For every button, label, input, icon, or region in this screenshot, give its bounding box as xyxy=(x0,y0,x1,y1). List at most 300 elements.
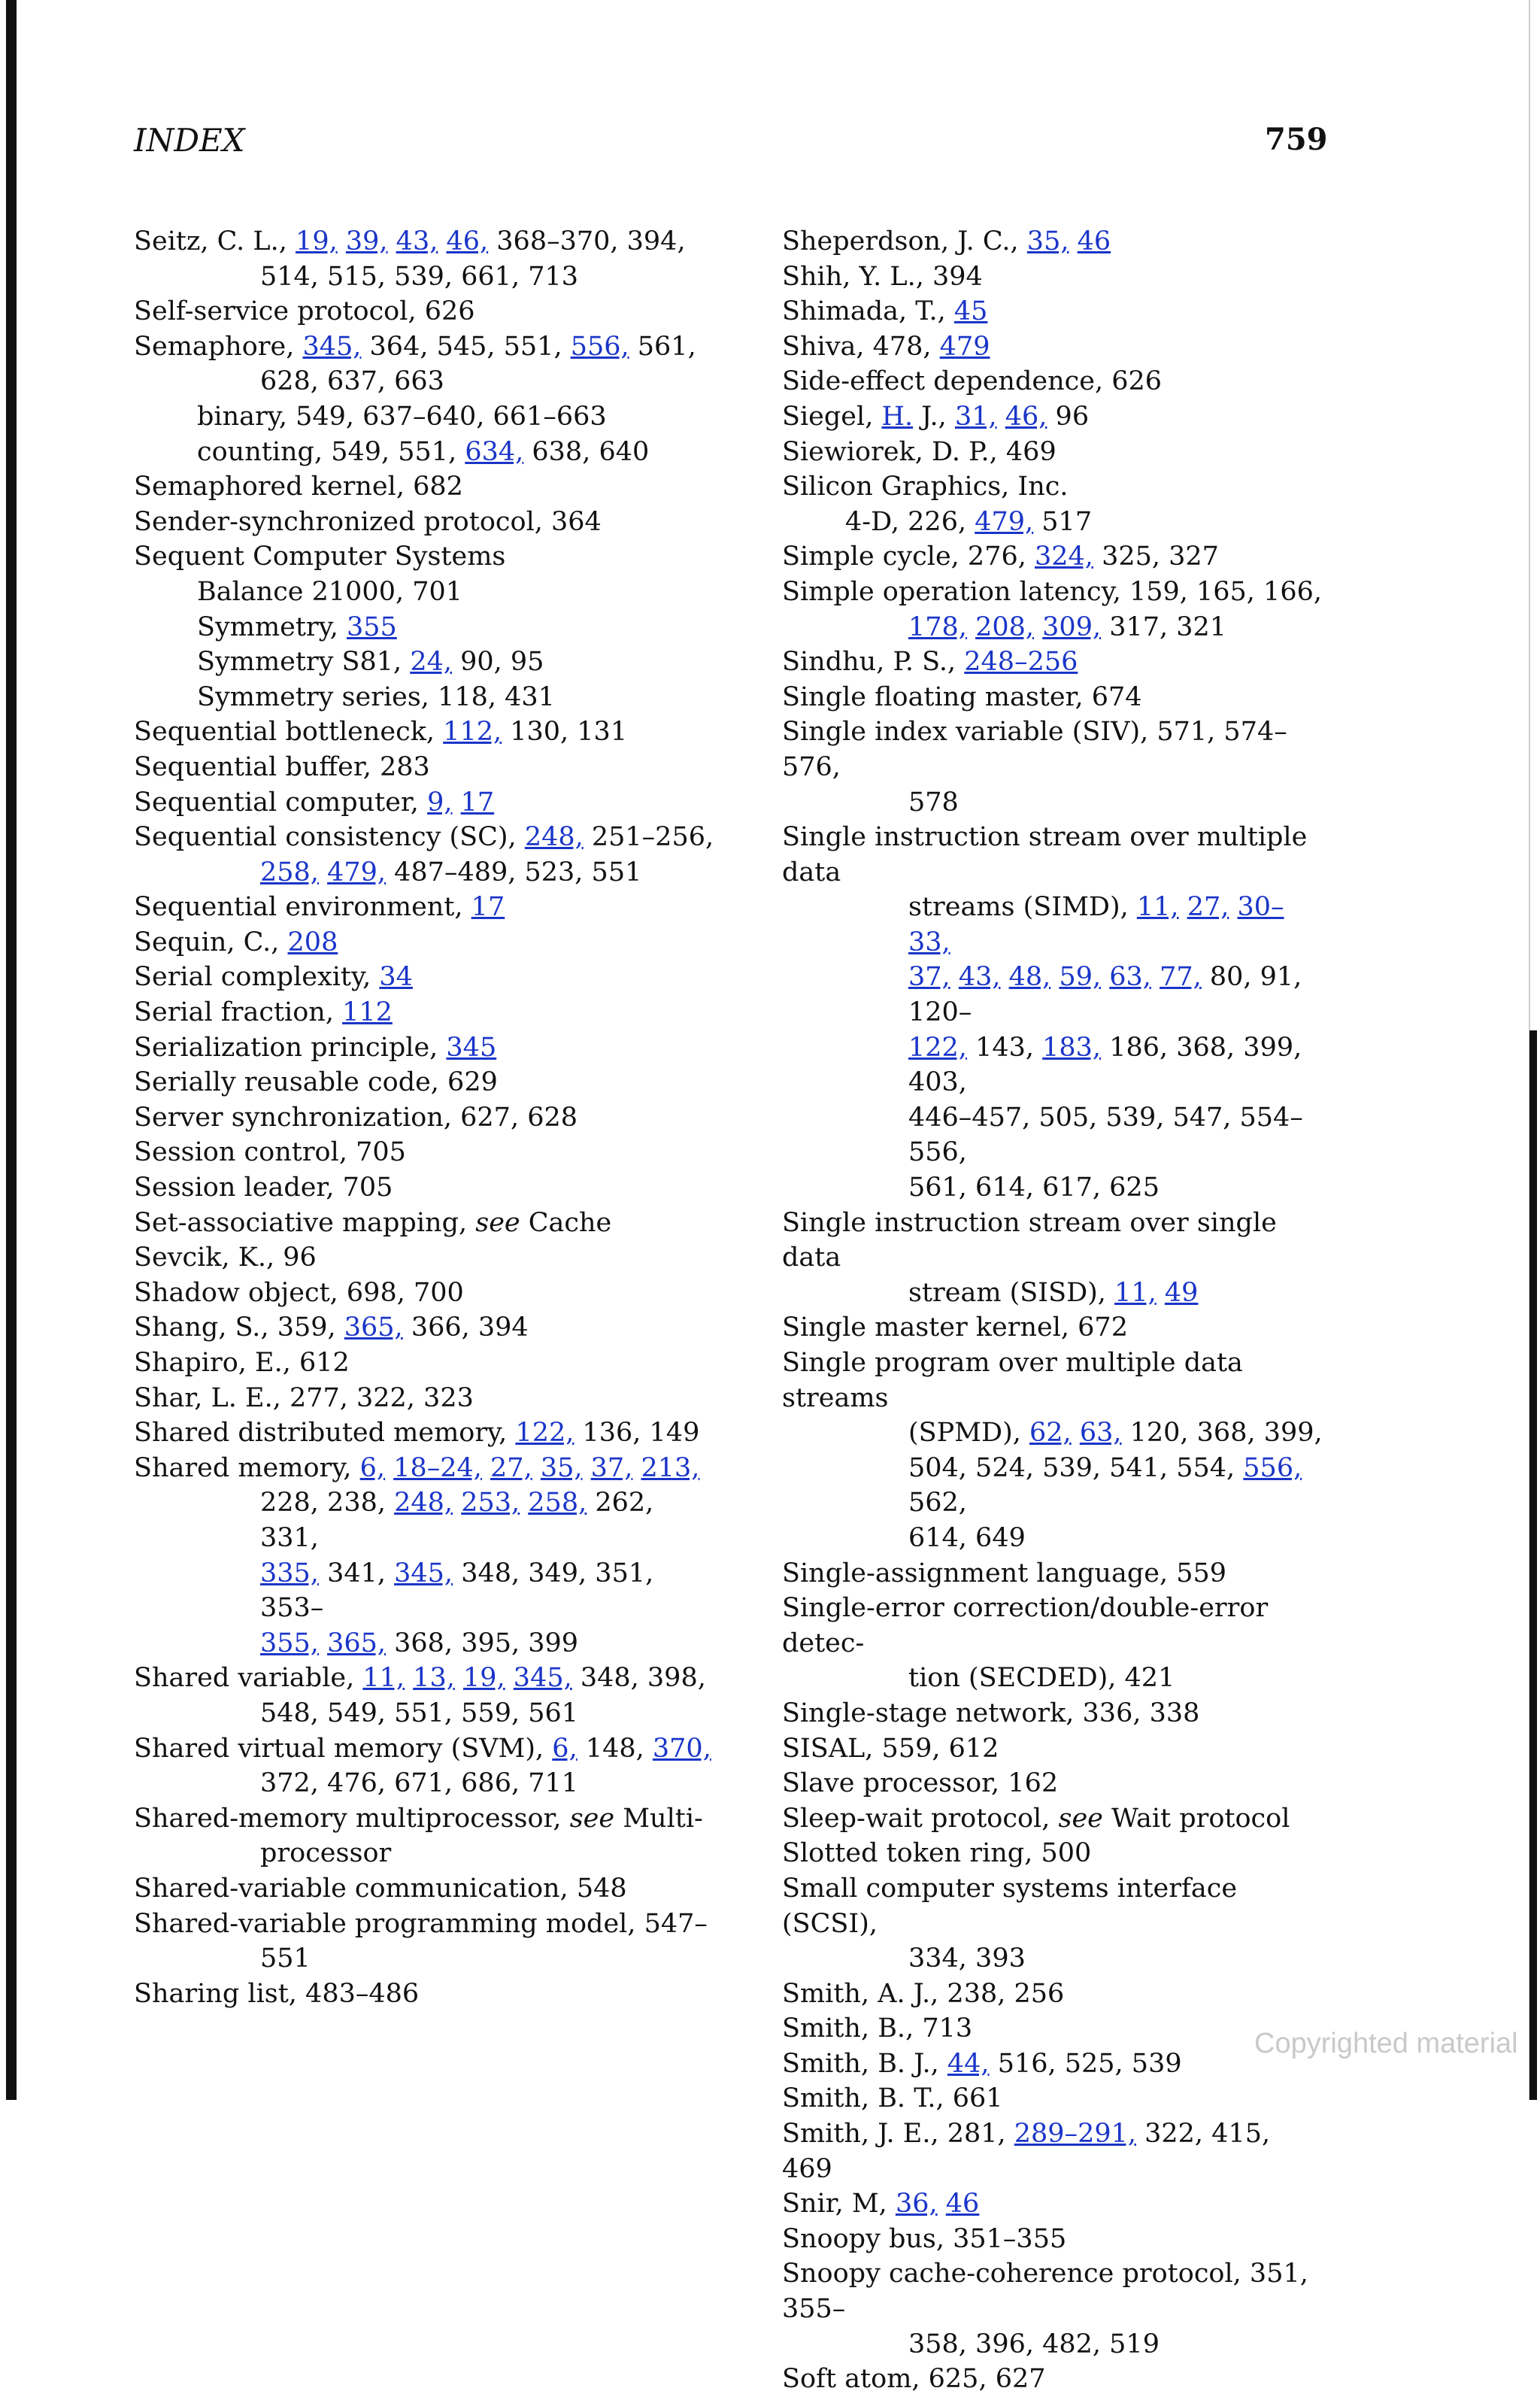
entry-text: stream (SISD), xyxy=(908,1277,1115,1308)
entry-continuation-line xyxy=(782,1451,1323,1521)
page-reference-link[interactable]: 13, xyxy=(413,1663,455,1694)
page-reference-link[interactable]: 183, xyxy=(1042,1032,1102,1063)
page-reference-link[interactable]: 258, xyxy=(260,857,319,887)
entry-continuation-line xyxy=(134,364,717,399)
entry-text xyxy=(388,226,396,256)
page-reference-link[interactable]: 11, xyxy=(1114,1277,1157,1308)
index-entry xyxy=(782,2222,1323,2257)
page-reference-link[interactable]: 62, xyxy=(1029,1418,1072,1449)
entry-text: Set-associative mapping, xyxy=(134,1207,476,1238)
page-reference-link[interactable]: 208, xyxy=(975,611,1035,642)
entry-text: 80, 91, 120– xyxy=(908,962,1302,1028)
entry-text: 551 xyxy=(260,1943,311,1974)
index-entry xyxy=(782,435,1323,470)
entry-text: 358, 396, 482, 519 xyxy=(908,2329,1160,2359)
entry-line xyxy=(134,822,714,852)
entry-text: 514, 515, 539, 661, 713 xyxy=(260,261,579,292)
index-subentry xyxy=(134,435,717,470)
page-reference-link[interactable]: 30–33, xyxy=(908,892,1284,957)
entry-text: 334, 393 xyxy=(908,1943,1026,1974)
entry-text xyxy=(1229,892,1237,922)
page-edge-right xyxy=(1529,1030,1537,2100)
entry-line xyxy=(782,2189,979,2219)
page-reference-link[interactable]: 248–256 xyxy=(964,647,1078,678)
index-entry xyxy=(134,224,717,294)
entry-text xyxy=(1072,1418,1080,1448)
entry-line xyxy=(134,1418,699,1448)
page-reference-link[interactable]: 122, xyxy=(515,1418,574,1449)
entry-text: 638, 640 xyxy=(523,436,650,467)
page-reference-link[interactable]: 213, xyxy=(641,1452,700,1483)
page-reference-link[interactable]: 77, xyxy=(1160,962,1202,993)
index-entry xyxy=(134,469,717,505)
entry-line xyxy=(134,1208,611,1238)
page-reference-link[interactable]: 19, xyxy=(296,226,338,256)
entry-line xyxy=(134,1663,706,1693)
page-reference-link[interactable]: 63, xyxy=(1079,1418,1122,1449)
entry-text: processor xyxy=(260,1838,392,1869)
page-reference-link[interactable]: 112 xyxy=(342,997,393,1028)
entry-line xyxy=(134,507,602,537)
page-reference-link[interactable]: 27, xyxy=(490,1452,532,1483)
entry-text: 516, 525, 539 xyxy=(989,2048,1182,2079)
index-entry xyxy=(782,1556,1323,1591)
entry-text: 628, 637, 663 xyxy=(260,366,444,397)
page-reference-link[interactable]: 43, xyxy=(958,962,1001,993)
entry-line xyxy=(782,1593,1268,1658)
entry-text: Serially reusable code, 629 xyxy=(134,1067,498,1098)
entry-continuation-line xyxy=(134,259,717,295)
index-entry xyxy=(782,1206,1323,1311)
page-reference-link[interactable]: 46 xyxy=(945,2189,980,2220)
index-entry xyxy=(134,1801,717,1871)
page-reference-link[interactable]: 19, xyxy=(462,1663,505,1694)
entry-text: 487–489, 523, 551 xyxy=(386,857,642,887)
entry-text: Serial complexity, xyxy=(134,962,380,993)
page-number: 759 xyxy=(1265,122,1328,157)
entry-text: Semaphore, xyxy=(134,331,303,362)
entry-line xyxy=(782,542,1219,572)
entry-continuation-line xyxy=(782,1661,1323,1696)
index-entry xyxy=(782,259,1323,295)
entry-text: Shimada, T., xyxy=(782,296,954,327)
index-subentry xyxy=(134,399,717,435)
entry-text: Shared-variable communication, 548 xyxy=(134,1873,627,1904)
index-entry xyxy=(134,539,717,575)
entry-line xyxy=(782,1698,1199,1728)
entry-text xyxy=(1101,962,1109,992)
page-reference-link[interactable]: 370, xyxy=(652,1733,711,1764)
page-reference-link[interactable]: 289–291, xyxy=(1014,2119,1136,2150)
page-reference-link[interactable]: 365, xyxy=(344,1312,403,1343)
index-entry xyxy=(782,1836,1323,1871)
entry-text: Sequential consistency (SC), xyxy=(134,822,525,853)
index-entry xyxy=(782,1310,1323,1346)
entry-text: Sender-synchronized protocol, 364 xyxy=(134,506,602,537)
page-reference-link[interactable]: H. xyxy=(881,401,914,432)
entry-text: Sheperdson, J. C., xyxy=(782,226,1027,256)
index-entry xyxy=(134,1346,717,1381)
entry-line xyxy=(782,366,1162,396)
page-reference-link[interactable]: 122, xyxy=(908,1032,967,1063)
page-reference-link[interactable]: 355 xyxy=(347,611,397,642)
page-reference-link[interactable]: 345, xyxy=(394,1558,453,1588)
entry-text: 517 xyxy=(1033,506,1093,537)
page-reference-link[interactable]: 258, xyxy=(528,1488,587,1519)
page-reference-link[interactable]: 253, xyxy=(461,1488,520,1519)
index-entry xyxy=(782,294,1323,329)
index-entry xyxy=(782,2256,1323,2362)
page-edge-left xyxy=(6,0,17,2100)
entry-line xyxy=(134,1874,627,1904)
index-entry xyxy=(782,399,1323,435)
page-reference-link[interactable]: 36, xyxy=(895,2189,938,2220)
entry-line xyxy=(782,262,983,292)
index-entry xyxy=(134,890,717,925)
page-reference-link[interactable]: 24, xyxy=(410,647,452,678)
entry-line xyxy=(782,2364,1046,2394)
entry-line xyxy=(782,472,1069,502)
entry-text: Single-stage network, 336, 338 xyxy=(782,1698,1200,1728)
entry-line xyxy=(134,472,463,502)
entry-line xyxy=(197,612,397,642)
entry-line xyxy=(134,296,475,326)
entry-text: Session control, 705 xyxy=(134,1137,406,1168)
index-entry xyxy=(782,469,1323,505)
page-reference-link[interactable]: 6, xyxy=(359,1452,386,1483)
page-reference-link[interactable]: 17 xyxy=(471,892,505,923)
page-reference-link[interactable]: 309, xyxy=(1042,611,1102,642)
entry-text: 372, 476, 671, 686, 711 xyxy=(260,1768,579,1799)
index-column-left xyxy=(134,224,717,2011)
entry-text: counting, 549, 551, xyxy=(197,436,465,467)
entry-text: 317, 321 xyxy=(1101,611,1227,642)
index-entry xyxy=(782,1591,1323,1696)
entry-text: 578 xyxy=(908,787,959,818)
index-entry xyxy=(134,1065,717,1100)
page-reference-link[interactable]: 18–24, xyxy=(393,1452,482,1483)
entry-text: Single instruction stream over single data xyxy=(782,1207,1277,1273)
index-entry xyxy=(134,995,717,1030)
entry-continuation-line xyxy=(782,1276,1323,1311)
entry-text: Sleep-wait protocol, xyxy=(782,1803,1059,1834)
index-entry xyxy=(782,364,1323,399)
page-reference-link[interactable]: 6, xyxy=(552,1733,578,1764)
entry-text: streams (SIMD), xyxy=(908,892,1137,923)
entry-text: Sequential computer, xyxy=(134,787,428,818)
entry-text xyxy=(938,2189,946,2219)
page-reference-link[interactable]: 43, xyxy=(396,226,438,256)
index-entry xyxy=(134,1206,717,1241)
page-reference-link[interactable]: 17 xyxy=(460,787,495,818)
index-entry xyxy=(782,820,1323,1206)
entry-text: Smith, A. J., 238, 256 xyxy=(782,1978,1065,2009)
entry-text: Single program over multiple data streams xyxy=(782,1348,1243,1413)
entry-text: 446–457, 505, 539, 547, 554–556, xyxy=(908,1102,1303,1168)
entry-text: Symmetry S81, xyxy=(197,647,411,678)
entry-text: 614, 649 xyxy=(908,1522,1026,1553)
entry-text: Shared-memory multiprocessor, xyxy=(134,1803,570,1834)
entry-text xyxy=(319,857,327,887)
entry-text: Simple operation latency, 159, 165, 166, xyxy=(782,576,1322,607)
entry-text: tion (SECDED), 421 xyxy=(908,1663,1175,1694)
index-entry xyxy=(134,505,717,540)
entry-line xyxy=(782,682,1142,712)
page-reference-link[interactable]: 49 xyxy=(1164,1277,1199,1308)
entry-text: Single floating master, 674 xyxy=(782,681,1142,712)
page-reference-link[interactable]: 335, xyxy=(260,1558,319,1588)
index-entry xyxy=(134,1276,717,1311)
entry-text: Smith, B., 713 xyxy=(782,2013,973,2044)
page-reference-link[interactable]: 46, xyxy=(446,226,489,256)
entry-line xyxy=(845,507,1092,537)
entry-text: Multi- xyxy=(614,1803,703,1834)
index-entry xyxy=(134,1100,717,1136)
entry-text: Single-assignment language, 559 xyxy=(782,1558,1227,1588)
index-entry xyxy=(782,1731,1323,1767)
page-reference-link[interactable]: 556, xyxy=(570,331,629,362)
entry-line xyxy=(782,226,1111,256)
entry-text: Semaphored kernel, 682 xyxy=(134,472,463,502)
entry-text xyxy=(1179,892,1187,922)
page-reference-link[interactable]: 178, xyxy=(908,611,967,642)
index-entry xyxy=(782,2047,1323,2082)
entry-text: Siegel, xyxy=(782,401,882,432)
entry-text xyxy=(967,612,975,642)
page-reference-link[interactable]: 355, xyxy=(260,1628,319,1658)
entry-text: Shapiro, E., 612 xyxy=(134,1348,350,1378)
entry-line xyxy=(197,437,649,467)
index-entry xyxy=(782,1696,1323,1731)
entry-text: Shared variable, xyxy=(134,1663,363,1694)
page-reference-link[interactable]: 112, xyxy=(443,717,502,748)
entry-continuation-line xyxy=(782,785,1323,821)
entry-text: Server synchronization, 627, 628 xyxy=(134,1102,578,1133)
entry-text: Sequential buffer, 283 xyxy=(134,751,430,782)
page-reference-link[interactable]: 34 xyxy=(379,962,413,993)
page-reference-link[interactable]: 39, xyxy=(345,226,388,256)
entry-line xyxy=(197,682,555,712)
page-reference-link[interactable]: 59, xyxy=(1059,962,1102,993)
entry-line xyxy=(782,1804,1290,1834)
page-reference-link[interactable]: 324, xyxy=(1035,542,1093,572)
entry-text: 136, 149 xyxy=(574,1418,700,1449)
entry-text: Simple cycle, 276, xyxy=(782,542,1035,572)
entry-line xyxy=(782,402,1089,432)
entry-text: 120, 368, 399, xyxy=(1121,1418,1323,1449)
entry-text xyxy=(505,1663,514,1693)
entry-line xyxy=(134,997,393,1027)
entry-line xyxy=(134,752,430,782)
running-head-title: INDEX xyxy=(134,122,245,159)
entry-text: Session leader, 705 xyxy=(134,1173,393,1203)
page-reference-link[interactable]: 248, xyxy=(394,1488,453,1519)
entry-line xyxy=(134,717,627,747)
entry-text: Single-error correction/double-error detec- xyxy=(782,1593,1269,1658)
entry-line xyxy=(134,1033,496,1063)
entry-continuation-line xyxy=(782,1415,1323,1451)
index-entry xyxy=(134,1731,717,1801)
entry-text: Snoopy bus, 351–355 xyxy=(782,2223,1067,2254)
entry-text: Single instruction stream over multiple data xyxy=(782,822,1308,887)
index-entry xyxy=(134,715,717,750)
page-reference-link[interactable]: 9, xyxy=(427,787,453,818)
entry-line xyxy=(782,1768,1058,1798)
page-reference-link[interactable]: 11, xyxy=(1136,892,1179,923)
entry-text: Shiva, 478, xyxy=(782,331,940,362)
page-reference-link[interactable]: 479, xyxy=(975,506,1034,537)
page-reference-link[interactable]: 35, xyxy=(1026,226,1069,256)
page-reference-link[interactable]: 48, xyxy=(1008,962,1051,993)
entry-text xyxy=(950,962,959,992)
index-entry xyxy=(134,925,717,960)
entry-continuation-line xyxy=(134,1626,717,1661)
index-subentry xyxy=(134,645,717,680)
entry-text xyxy=(1151,962,1160,992)
entry-continuation-line xyxy=(782,1170,1323,1206)
entry-text: Sequent Computer Systems xyxy=(134,542,506,572)
entry-text: 143, xyxy=(966,1032,1043,1063)
index-entry xyxy=(782,224,1323,259)
entry-text: 186, 368, 399, 403, xyxy=(908,1032,1302,1098)
entry-text xyxy=(1000,962,1008,992)
entry-line xyxy=(134,1383,474,1413)
entry-text: Self-service protocol, 626 xyxy=(134,296,475,327)
entry-text: 228, 238, xyxy=(260,1488,395,1519)
entry-text: Snoopy cache-coherence protocol, 351, 355– xyxy=(782,2259,1308,2325)
page-reference-link[interactable]: 44, xyxy=(947,2048,990,2079)
entry-line xyxy=(782,717,1287,782)
entry-continuation-line xyxy=(134,1556,717,1626)
entry-text xyxy=(452,787,460,818)
index-entry xyxy=(134,1907,717,1977)
page-reference-link[interactable]: 208 xyxy=(287,927,338,957)
entry-text: Shadow object, 698, 700 xyxy=(134,1277,464,1308)
index-entry xyxy=(134,750,717,785)
index-entry xyxy=(782,680,1323,715)
page-reference-link[interactable]: 345 xyxy=(446,1032,497,1063)
entry-text: 4-D, 226, xyxy=(845,506,975,537)
page-reference-link[interactable]: 556, xyxy=(1243,1452,1302,1483)
index-subentry xyxy=(134,575,717,610)
page-reference-link[interactable]: 11, xyxy=(362,1663,405,1694)
entry-line xyxy=(782,577,1322,607)
page-reference-link[interactable]: 45 xyxy=(953,296,988,327)
entry-text: 504, 524, 539, 541, 554, xyxy=(908,1452,1244,1483)
page-reference-link[interactable]: 345, xyxy=(302,331,362,362)
see-reference-term: see xyxy=(1058,1803,1103,1834)
entry-text: Sharing list, 483–486 xyxy=(134,1978,420,2009)
index-entry xyxy=(134,1135,717,1170)
entry-text: Balance 21000, 701 xyxy=(197,576,463,607)
entry-text: 368, 395, 399 xyxy=(386,1628,579,1658)
entry-line xyxy=(134,927,338,957)
entry-line xyxy=(134,1348,350,1378)
page-reference-link[interactable]: 634, xyxy=(465,436,524,467)
entry-continuation-line xyxy=(782,2327,1323,2362)
entry-line xyxy=(782,1348,1243,1413)
entry-line xyxy=(782,2259,1308,2324)
entry-continuation-line xyxy=(782,1941,1323,1977)
entry-text: Symmetry series, 118, 431 xyxy=(197,681,555,712)
entry-text: 148, xyxy=(577,1733,653,1764)
index-entry xyxy=(782,1871,1323,1977)
entry-continuation-line xyxy=(782,1100,1323,1170)
page-reference-link[interactable]: 37, xyxy=(590,1452,633,1483)
entry-text: Sequential bottleneck, xyxy=(134,717,444,748)
entry-line xyxy=(782,332,990,362)
entry-line xyxy=(134,962,413,992)
page-reference-link[interactable]: 46 xyxy=(1077,226,1111,256)
entry-text xyxy=(583,1453,591,1483)
entry-text xyxy=(632,1453,641,1483)
page-reference-link[interactable]: 31, xyxy=(954,401,997,432)
entry-text: 348, 398, xyxy=(571,1663,706,1694)
entry-line xyxy=(134,1278,464,1308)
entry-text: Smith, B. J., xyxy=(782,2048,947,2079)
page-reference-link[interactable]: 365, xyxy=(327,1628,387,1658)
entry-text: Shared virtual memory (SVM), xyxy=(134,1733,553,1764)
index-entry xyxy=(134,1170,717,1206)
index-entry xyxy=(782,1766,1323,1801)
entry-continuation-line xyxy=(782,610,1323,645)
entry-text: Serialization principle, xyxy=(134,1032,447,1063)
index-entry xyxy=(134,1381,717,1416)
entry-line xyxy=(134,1067,498,1097)
entry-line xyxy=(782,2119,1270,2184)
see-reference-term: see xyxy=(569,1803,615,1834)
index-entry xyxy=(782,645,1323,680)
index-subentry xyxy=(134,680,717,715)
page-reference-link[interactable]: 479, xyxy=(327,857,387,887)
entry-line xyxy=(782,2049,1182,2079)
entry-text: Sevcik, K., 96 xyxy=(134,1242,317,1273)
entry-text: J., xyxy=(913,401,955,432)
page-reference-link[interactable]: 63, xyxy=(1109,962,1151,993)
index-column-right xyxy=(782,224,1323,2397)
entry-continuation-line xyxy=(134,1696,717,1731)
entry-text: 561, 614, 617, 625 xyxy=(908,1173,1160,1203)
page-reference-link[interactable]: 345, xyxy=(513,1663,572,1694)
entry-line xyxy=(197,577,462,607)
index-entry xyxy=(134,785,717,821)
entry-line xyxy=(782,1874,1237,1939)
copyright-watermark: Copyrighted material xyxy=(1254,2028,1518,2059)
page-reference-link[interactable]: 248, xyxy=(524,822,584,853)
page-reference-link[interactable]: 37, xyxy=(908,962,950,993)
entry-text: Soft atom, 625, 627 xyxy=(782,2364,1046,2395)
entry-line xyxy=(134,1173,393,1203)
entry-line xyxy=(134,1979,419,2009)
page-reference-link[interactable]: 27, xyxy=(1187,892,1229,923)
entry-text: Siewiorek, D. P., 469 xyxy=(782,436,1056,467)
index-entry xyxy=(134,1415,717,1451)
page-reference-link[interactable]: 479 xyxy=(939,331,990,362)
entry-line xyxy=(134,787,494,818)
index-subentry xyxy=(782,505,1323,540)
index-entry xyxy=(134,960,717,995)
entry-line xyxy=(782,296,987,326)
entry-text: Side-effect dependence, 626 xyxy=(782,366,1163,397)
entry-text xyxy=(453,1488,461,1518)
entry-text: Shih, Y. L., 394 xyxy=(782,261,983,292)
index-entry xyxy=(134,1451,717,1661)
entry-line xyxy=(134,226,686,256)
page-reference-link[interactable]: 46, xyxy=(1005,401,1047,432)
entry-text: Shar, L. E., 277, 322, 323 xyxy=(134,1382,474,1413)
page-reference-link[interactable]: 35, xyxy=(540,1452,583,1483)
entry-line xyxy=(134,1312,529,1343)
